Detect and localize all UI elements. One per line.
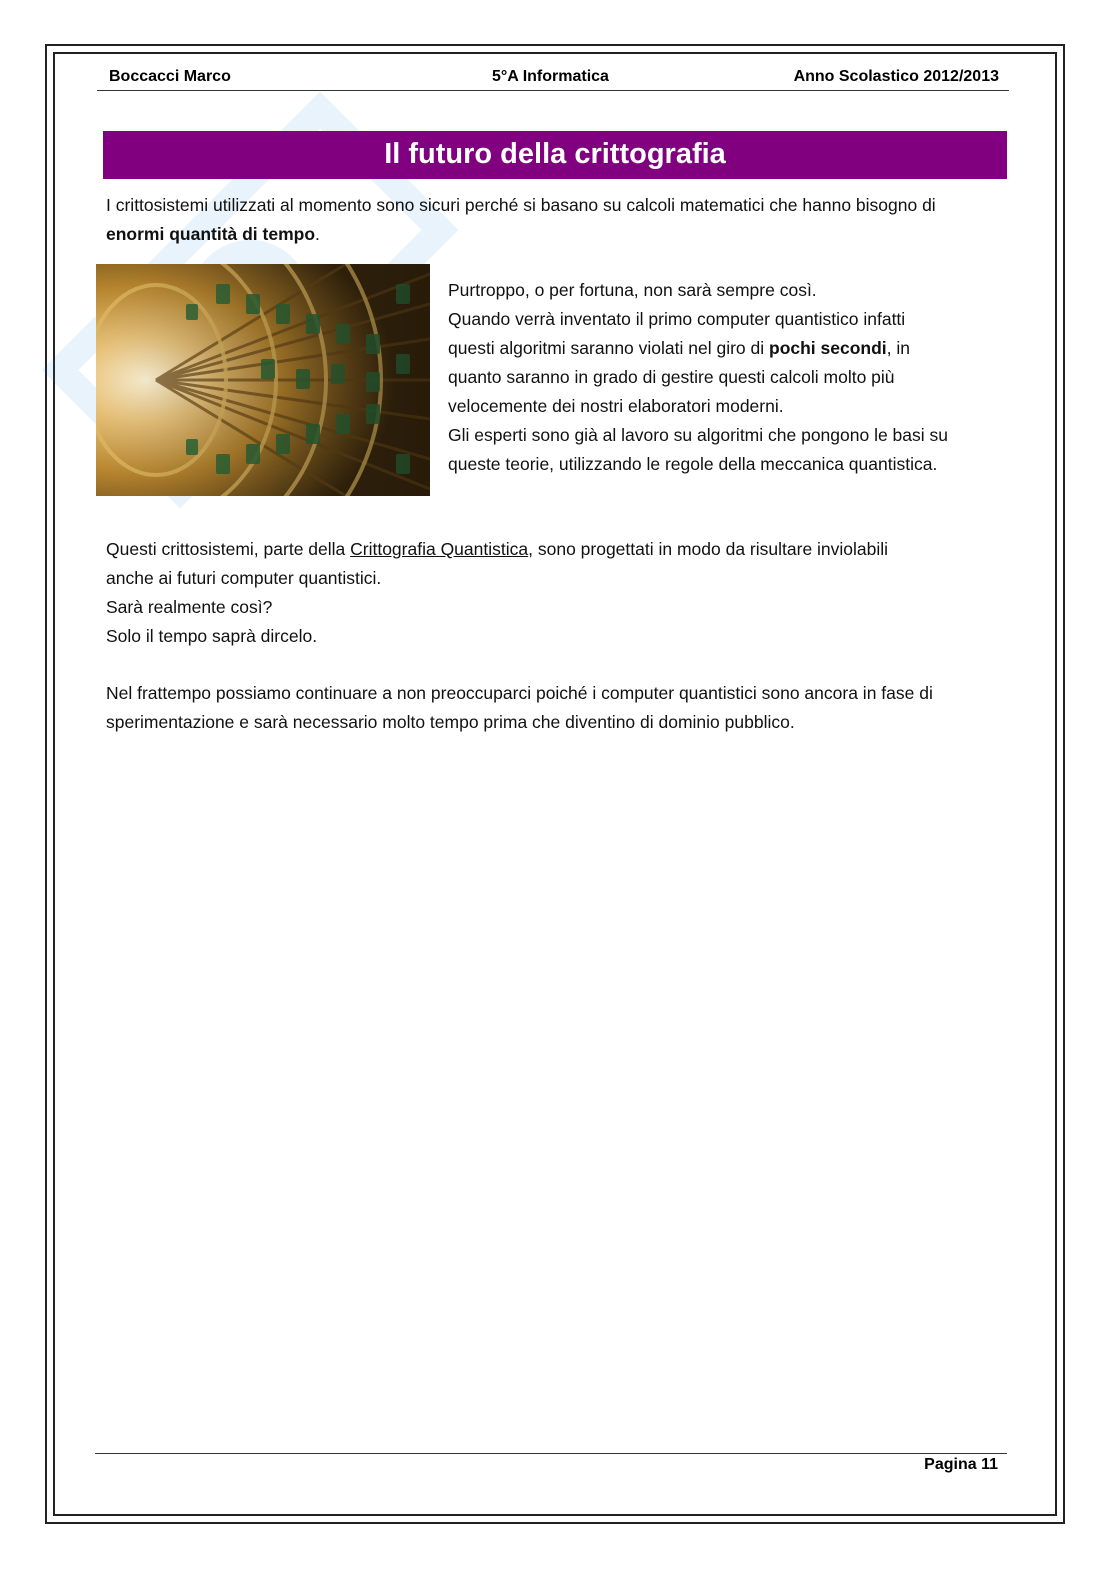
side-bold: pochi secondi [769, 338, 887, 358]
side-line-3-start: questi algoritmi saranno violati nel giro di [448, 338, 769, 358]
header-class: 5°A Informatica [492, 68, 609, 85]
quantum-computer-image [96, 264, 430, 496]
side-line-3-end: , in [886, 338, 911, 358]
intro-bold: enormi quantità di tempo [106, 224, 316, 244]
side-line-1: Purtroppo, o per fortuna, non sarà sempre così. [448, 280, 817, 300]
section-title: Il futuro della crittografia [103, 131, 1007, 179]
header-school-year: Anno Scolastico 2012/2013 [793, 68, 999, 85]
footer-divider [95, 1453, 1007, 1454]
intro-end: . [315, 224, 320, 244]
intro-paragraph [106, 191, 1006, 249]
header-author: Boccacci Marco [109, 68, 231, 85]
side-paragraph [448, 276, 1008, 479]
side-line-3 [448, 334, 1008, 363]
quantum-line-1-start: Questi crittosistemi, parte della [106, 539, 351, 559]
crittografia-quantistica-link[interactable]: Crittografia Quantistica [350, 539, 529, 559]
side-line-4: quanto saranno in grado di gestire questi calcoli molto più [448, 367, 895, 387]
intro-line-1: I crittosistemi utilizzati al momento sono sicuri perché si basano su calcoli matematici che hanno bisogno di [106, 195, 936, 215]
quantum-line-1-end: , sono progettati in modo da risultare inviolabili [528, 539, 889, 559]
closing-line-2: sperimentazione e sarà necessario molto tempo prima che diventino di dominio pubblico. [106, 712, 795, 732]
quantum-line-3: Sarà realmente così? [106, 597, 273, 617]
quantum-paragraph [106, 535, 1006, 651]
quantum-line-2: anche ai futuri computer quantistici. [106, 568, 382, 588]
side-line-6: Gli esperti sono già al lavoro su algoritmi che pongono le basi su [448, 425, 949, 445]
side-line-7: queste teorie, utilizzando le regole della meccanica quantistica. [448, 454, 938, 474]
closing-line-1: Nel frattempo possiamo continuare a non preoccuparci poiché i computer quantistici sono ancora in fase di [106, 683, 933, 703]
closing-paragraph [106, 679, 1006, 737]
quantum-line-4: Solo il tempo saprà dircelo. [106, 626, 318, 646]
page-header [97, 66, 1009, 91]
page-number: Pagina 11 [924, 1456, 998, 1473]
intro-line-2 [106, 220, 1006, 249]
quantum-computer-photo [96, 264, 430, 496]
side-line-2: Quando verrà inventato il primo computer quantistico infatti [448, 309, 906, 329]
side-line-5: velocemente dei nostri elaboratori moderni. [448, 396, 784, 416]
quantum-line-1 [106, 535, 1006, 564]
